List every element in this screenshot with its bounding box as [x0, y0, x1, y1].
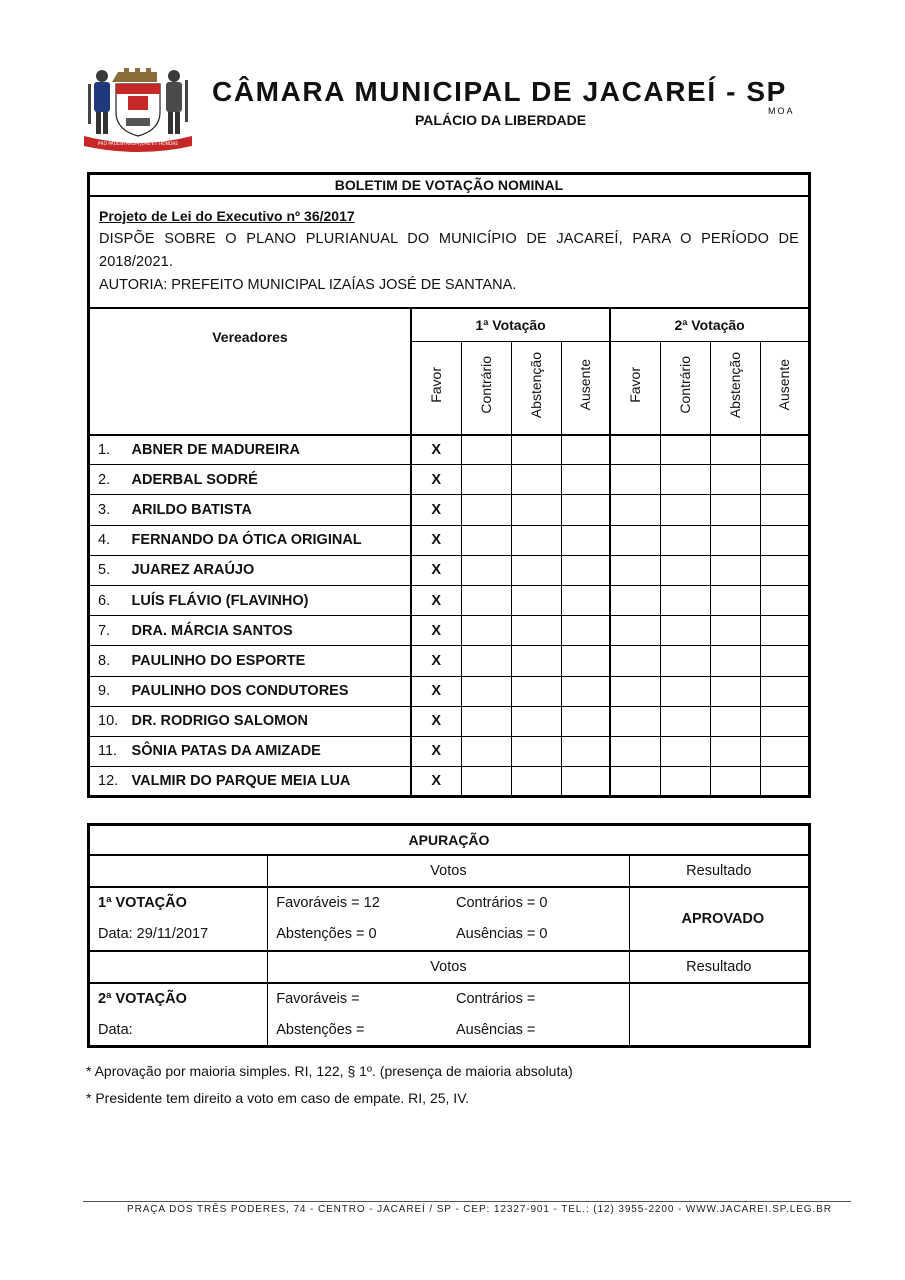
table-row: [89, 706, 810, 736]
vote2-result: [629, 983, 809, 1047]
vote2-contrario-cell: [660, 767, 710, 797]
vote1-abstencao-cell: [511, 465, 561, 495]
vote2-contrario-cell: [660, 616, 710, 646]
tally-result-header: Resultado: [629, 855, 809, 887]
row-number: 9.: [89, 676, 124, 706]
vote1-contrarios: Contrários = 0: [448, 887, 629, 919]
councilor-name: JUAREZ ARAÚJO: [124, 555, 411, 585]
vote2-favor-cell: [610, 435, 660, 465]
vote1-result: APROVADO: [629, 887, 809, 951]
vote1-ausente-cell: [561, 676, 610, 706]
vote2-abstencao-cell: [710, 495, 760, 525]
councilor-name: LUÍS FLÁVIO (FLAVINHO): [124, 585, 411, 615]
col-contrario-1: Contrário: [461, 342, 511, 435]
col-ausente-2: Ausente: [760, 342, 809, 435]
table-row: [89, 736, 810, 766]
vote2-abstencao-cell: [710, 676, 760, 706]
svg-text:PRO PAULISTARUM JURE ET HONORE: PRO PAULISTARUM JURE ET HONORE: [97, 142, 179, 147]
row-number: 12.: [89, 767, 124, 797]
vote2-ausente-cell: [760, 465, 809, 495]
councilor-name: VALMIR DO PARQUE MEIA LUA: [124, 767, 411, 797]
vote2-ausente-cell: [760, 616, 809, 646]
vote2-ausente-cell: [760, 495, 809, 525]
vote2-favor-cell: [610, 736, 660, 766]
vote1-abstencao-cell: [511, 525, 561, 555]
vote1-ausencias: Ausências = 0: [448, 919, 629, 951]
vote1-ausente-cell: [561, 465, 610, 495]
tally-result-header-2: Resultado: [629, 951, 809, 983]
moa-mark: MOA: [768, 106, 795, 116]
vote2-contrario-cell: [660, 585, 710, 615]
vote2-contrario-cell: [660, 676, 710, 706]
vote1-ausente-cell: [561, 646, 610, 676]
councilor-name: DRA. MÁRCIA SANTOS: [124, 616, 411, 646]
table-row: [89, 585, 810, 615]
vote2-favor-cell: [610, 585, 660, 615]
vote2-ausente-cell: [760, 676, 809, 706]
project-description: [89, 196, 810, 308]
page-title: CÂMARA MUNICIPAL DE JACAREÍ - SP: [212, 76, 787, 107]
councilor-name: ADERBAL SODRÉ: [124, 465, 411, 495]
table-row: [89, 555, 810, 585]
vote1-contrario-cell: [461, 706, 511, 736]
row-number: 10.: [89, 706, 124, 736]
vote1-label: 1ª VOTAÇÃO: [89, 887, 268, 919]
project-body: DISPÕE SOBRE O PLANO PLURIANUAL DO MUNICÍPIO DE JACAREÍ, PARA O PERÍODO DE 2018/2021.: [99, 230, 799, 270]
vote2-abstencao-cell: [710, 435, 760, 465]
councilor-name: ABNER DE MADUREIRA: [124, 435, 411, 465]
page-subtitle: PALÁCIO DA LIBERDADE: [415, 112, 587, 128]
councilor-name: PAULINHO DO ESPORTE: [124, 646, 411, 676]
table-row: [89, 767, 810, 797]
vote2-contrario-cell: [660, 495, 710, 525]
vote2-contrario-cell: [660, 706, 710, 736]
vote1-favor-cell: X: [411, 676, 461, 706]
vote1-abstencao-cell: [511, 646, 561, 676]
vote1-favor-cell: X: [411, 525, 461, 555]
vote2-ausente-cell: [760, 585, 809, 615]
vote1-abstencao-cell: [511, 706, 561, 736]
vote1-favor-cell: X: [411, 736, 461, 766]
vote1-ausente-cell: [561, 616, 610, 646]
footer-address: PRAÇA DOS TRÊS PODERES, 74 - CENTRO - JACAREÍ / SP - CEP: 12327-901 - TEL.: (12) 3955-2200 - WWW.JACAREI.SP.LEG.BR: [127, 1204, 832, 1215]
councilor-name: ARILDO BATISTA: [124, 495, 411, 525]
vote1-contrario-cell: [461, 525, 511, 555]
vote1-favor-cell: X: [411, 555, 461, 585]
vote1-date: Data: 29/11/2017: [89, 919, 268, 951]
vote1-ausente-cell: [561, 435, 610, 465]
row-number: 7.: [89, 616, 124, 646]
vote2-label: 2ª VOTAÇÃO: [89, 983, 268, 1015]
councilor-name: FERNANDO DA ÓTICA ORIGINAL: [124, 525, 411, 555]
vote2-ausente-cell: [760, 525, 809, 555]
councilor-name: DR. RODRIGO SALOMON: [124, 706, 411, 736]
table-row: [89, 676, 810, 706]
vote2-favor-cell: [610, 495, 660, 525]
vote2-abstencoes: Abstenções =: [268, 1015, 448, 1047]
row-number: 11.: [89, 736, 124, 766]
col-ausente-1: Ausente: [561, 342, 610, 435]
vote1-favor-cell: X: [411, 616, 461, 646]
vote2-date: Data:: [89, 1015, 268, 1047]
vote1-abstencao-cell: [511, 555, 561, 585]
table-row: [89, 495, 810, 525]
vote1-abstencao-cell: [511, 767, 561, 797]
vote2-abstencao-cell: [710, 767, 760, 797]
vote1-favor-cell: X: [411, 646, 461, 676]
footer-divider: [83, 1201, 851, 1202]
vote2-favor-cell: [610, 676, 660, 706]
tally-header-empty-2: [89, 951, 268, 983]
tally-votes-header-2: Votos: [268, 951, 629, 983]
note-president: * Presidente tem direito a voto em caso de empate. RI, 25, IV.: [86, 1090, 470, 1106]
vote2-favor-cell: [610, 616, 660, 646]
vote2-favor-cell: [610, 465, 660, 495]
vote1-contrario-cell: [461, 585, 511, 615]
vote2-ausente-cell: [760, 646, 809, 676]
vote2-contrario-cell: [660, 736, 710, 766]
vote1-ausente-cell: [561, 585, 610, 615]
vote2-favoraveis: Favoráveis =: [268, 983, 448, 1015]
vote1-abstencao-cell: [511, 585, 561, 615]
vote2-contrario-cell: [660, 646, 710, 676]
vote2-ausente-cell: [760, 767, 809, 797]
vote2-ausencias: Ausências =: [448, 1015, 629, 1047]
vote2-contrario-cell: [660, 525, 710, 555]
tally-caption: APURAÇÃO: [89, 825, 810, 855]
vote1-ausente-cell: [561, 525, 610, 555]
row-number: 5.: [89, 555, 124, 585]
vote1-contrario-cell: [461, 646, 511, 676]
vote1-contrario-cell: [461, 736, 511, 766]
vote2-contrario-cell: [660, 555, 710, 585]
vote1-abstencao-cell: [511, 616, 561, 646]
vote2-ausente-cell: [760, 736, 809, 766]
tally-header-empty: [89, 855, 268, 887]
vote1-abstencoes: Abstenções = 0: [268, 919, 448, 951]
vote2-ausente-cell: [760, 555, 809, 585]
vote1-ausente-cell: [561, 736, 610, 766]
project-title: Projeto de Lei do Executivo nº 36/2017: [99, 207, 355, 224]
vote2-abstencao-cell: [710, 585, 760, 615]
right-soldier-figure: [166, 70, 188, 134]
vote1-favor-cell: X: [411, 465, 461, 495]
tally-votes-header: Votos: [268, 855, 629, 887]
vote1-ausente-cell: [561, 555, 610, 585]
vote2-contrario-cell: [660, 465, 710, 495]
vote2-favor-cell: [610, 525, 660, 555]
vote1-ausente-cell: [561, 706, 610, 736]
councilor-name: PAULINHO DOS CONDUTORES: [124, 676, 411, 706]
voting-table: [87, 172, 811, 798]
vote1-contrario-cell: [461, 465, 511, 495]
table-row: [89, 465, 810, 495]
vote1-abstencao-cell: [511, 435, 561, 465]
vote2-abstencao-cell: [710, 736, 760, 766]
city-crest-logo: [82, 62, 194, 154]
vote1-favor-cell: X: [411, 435, 461, 465]
first-vote-header: 1ª Votação: [411, 308, 610, 342]
vote2-favor-cell: [610, 706, 660, 736]
vote2-favor-cell: [610, 555, 660, 585]
vote2-abstencao-cell: [710, 525, 760, 555]
vote1-abstencao-cell: [511, 676, 561, 706]
vote1-contrario-cell: [461, 555, 511, 585]
table-row: [89, 646, 810, 676]
table-caption: BOLETIM DE VOTAÇÃO NOMINAL: [89, 174, 810, 196]
table-row: [89, 525, 810, 555]
row-number: 4.: [89, 525, 124, 555]
vereadores-header: Vereadores: [89, 308, 411, 435]
row-number: 1.: [89, 435, 124, 465]
councilor-name: SÔNIA PATAS DA AMIZADE: [124, 736, 411, 766]
row-number: 3.: [89, 495, 124, 525]
second-vote-header: 2ª Votação: [610, 308, 809, 342]
vote1-contrario-cell: [461, 676, 511, 706]
vote1-contrario-cell: [461, 767, 511, 797]
table-row: [89, 435, 810, 465]
vote1-contrario-cell: [461, 495, 511, 525]
col-favor-1: Favor: [411, 342, 461, 435]
vote1-contrario-cell: [461, 616, 511, 646]
vote2-abstencao-cell: [710, 555, 760, 585]
vote1-favoraveis: Favoráveis = 12: [268, 887, 448, 919]
vote2-favor-cell: [610, 767, 660, 797]
vote2-contrario-cell: [660, 435, 710, 465]
vote2-ausente-cell: [760, 435, 809, 465]
vote2-abstencao-cell: [710, 465, 760, 495]
project-authorship: AUTORIA: PREFEITO MUNICIPAL IZAÍAS JOSÉ DE SANTANA.: [99, 276, 517, 293]
vote2-abstencao-cell: [710, 706, 760, 736]
table-row: [89, 616, 810, 646]
tally-table: [87, 823, 811, 1048]
left-soldier-figure: [88, 70, 110, 134]
vote1-contrario-cell: [461, 435, 511, 465]
vote2-contrarios: Contrários =: [448, 983, 629, 1015]
vote2-abstencao-cell: [710, 646, 760, 676]
col-contrario-2: Contrário: [660, 342, 710, 435]
row-number: 2.: [89, 465, 124, 495]
vote1-favor-cell: X: [411, 495, 461, 525]
note-majority: * Aprovação por maioria simples. RI, 122, § 1º. (presença de maioria absoluta): [86, 1063, 573, 1079]
vote1-favor-cell: X: [411, 706, 461, 736]
vote1-favor-cell: X: [411, 767, 461, 797]
vote1-favor-cell: X: [411, 585, 461, 615]
vote2-favor-cell: [610, 646, 660, 676]
vote1-ausente-cell: [561, 767, 610, 797]
col-favor-2: Favor: [610, 342, 660, 435]
row-number: 8.: [89, 646, 124, 676]
col-abstencao-2: Abstenção: [710, 342, 760, 435]
row-number: 6.: [89, 585, 124, 615]
vote1-ausente-cell: [561, 495, 610, 525]
vote2-abstencao-cell: [710, 616, 760, 646]
vote1-abstencao-cell: [511, 736, 561, 766]
col-abstencao-1: Abstenção: [511, 342, 561, 435]
vote2-ausente-cell: [760, 706, 809, 736]
vote1-abstencao-cell: [511, 495, 561, 525]
